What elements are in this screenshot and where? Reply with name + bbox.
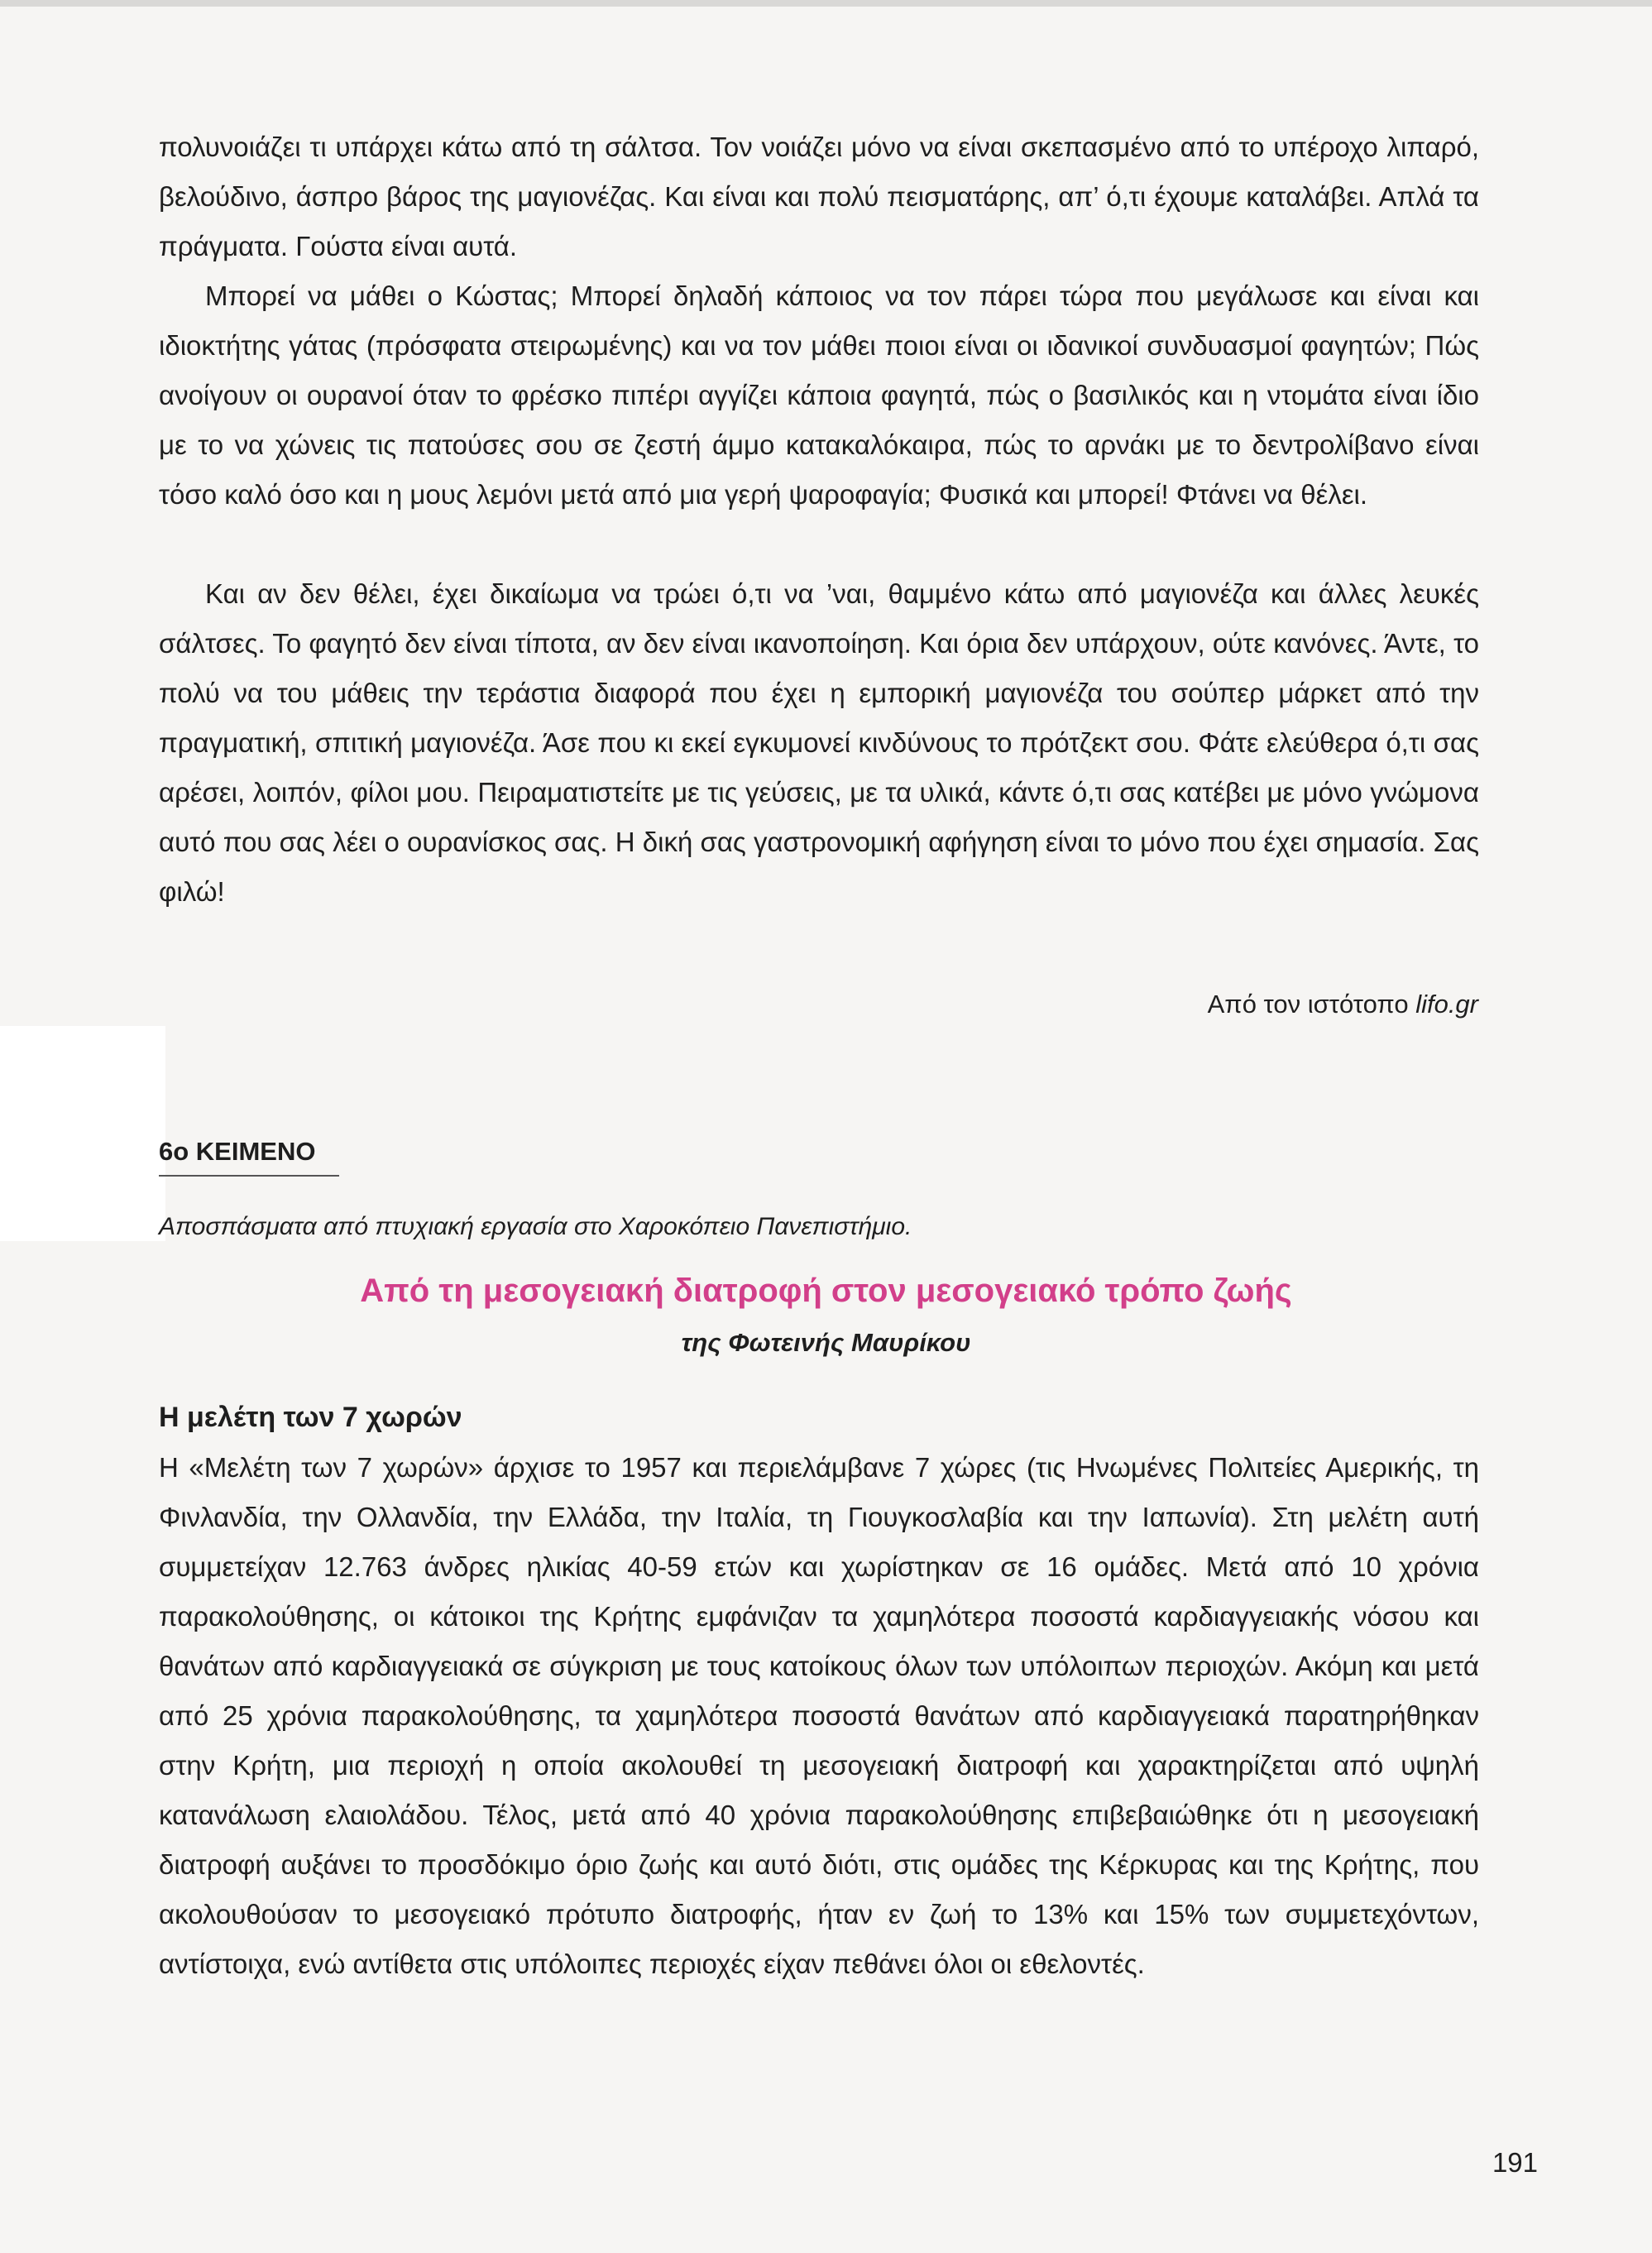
paragraph-2: Μπορεί να μάθει ο Κώστας; Μπορεί δηλαδή κάποιος να τον πάρει τώρα που μεγάλωσε και είναι και ιδιοκτήτης γάτας (πρόσφατα στειρωμένης) και να τον μάθει ποιοι είναι οι ιδανικοί συνδυασμοί φαγητών; Πώς ανοίγουν οι ουρανοί όταν το φρέσκο πιπέρι αγγίζει κάποια φαγητά, πώς ο βασιλικός και η ντομάτα είναι ίδιο με το να χώνεις τις πατούσες σου σε ζεστή άμμο κατακαλόκαιρα, πώς το αρνάκι με το δεντρολίβανο είναι τόσο καλό όσο και η μους λεμόνι μετά από μια γερή ψαροφαγία; Φυσικά και μπορεί! Φτάνει να θέλει.: [159, 280, 1479, 510]
article-author: της Φωτεινής Μαυρίκου: [681, 1328, 971, 1357]
paragraph-1: πολυνοιάζει τι υπάρχει κάτω από τη σάλτσα. Τον νοιάζει μόνο να είναι σκεπασμένο από το υπέροχο λιπαρό, βελούδινο, άσπρο βάρος της μαγιονέζας. Και είναι και πολύ πεισματάρης, απ’ ό,τι έχουμε καταλάβει. Απλά τα πράγματα. Γούστα είναι αυτά.: [159, 132, 1479, 261]
page-top-edge: [0, 0, 1652, 7]
article-title: Από τη μεσογειακή διατροφή στον μεσογειακό τρόπο ζωής: [360, 1273, 1292, 1309]
paragraph-3: Και αν δεν θέλει, έχει δικαίωμα να τρώει ό,τι να ’ναι, θαμμένο κάτω από μαγιονέζα και άλλες λευκές σάλτσες. Το φαγητό δεν είναι τίποτα, αν δεν είναι ικανοποίηση. Και όρια δεν υπάρχουν, ούτε κανόνες. Άντε, το πολύ να του μάθεις την τεράστια διαφορά που έχει η εμπορική μαγιονέζα του σούπερ μάρκετ από την πραγματική, σπιτική μαγιονέζα. Άσε που κι εκεί εγκυμονεί κινδύνους το πρότζεκτ σου. Φάτε ελεύθερα ό,τι σας αρέσει, λοιπόν, φίλοι μου. Πειραματιστείτε με τις γεύσεις, με τα υλικά, κάντε ό,τι σας κατέβει με μόνο γνώμονα αυτό που σας λέει ο ουρανίσκος σας. Η δική σας γαστρονομική αφήγηση είναι το μόνο που έχει σημασία. Σας φιλώ!: [159, 578, 1479, 907]
subheading: Η μελέτη των 7 χωρών: [159, 1402, 462, 1433]
excerpt-note: Αποσπάσματα από πτυχιακή εργασία στο Χαροκόπειο Πανεπιστήμιο.: [159, 1213, 912, 1240]
source-site: lifo.gr: [1415, 990, 1478, 1019]
section-label: 6ο ΚΕΙΜΕΝΟ: [159, 1137, 316, 1166]
section-label-underline: [159, 1175, 339, 1177]
page-number: 191: [1492, 2147, 1538, 2178]
source-prefix: Από τον ιστότοπο: [1207, 990, 1416, 1019]
blank-margin-strip: [0, 1026, 165, 1241]
source-citation: [1208, 985, 1478, 1024]
article-body: Η «Μελέτη των 7 χωρών» άρχισε το 1957 και περιελάμβανε 7 χώρες (τις Ηνωμένες Πολιτείες Αμερικής, τη Φινλανδία, την Ολλανδία, την Ελλάδα, την Ιταλία, τη Γιουγκοσλαβία και την Ιαπωνία). Στη μελέτη αυτή συμμετείχαν 12.763 άνδρες ηλικίας 40-59 ετών και χωρίστηκαν σε 16 ομάδες. Μετά από 10 χρόνια παρακολούθησης, οι κάτοικοι της Κρήτης εμφάνιζαν τα χαμηλότερα ποσοστά καρδιαγγειακής νόσου και θανάτων από καρδιαγγειακά σε σύγκριση με τους κατοίκους όλων των υπόλοιπων περιοχών. Ακόμη και μετά από 25 χρόνια παρακολούθησης, τα χαμηλότερα ποσοστά θανάτων από καρδιαγγειακά παρατηρήθηκαν στην Κρήτη, μια περιοχή η οποία ακολουθεί τη μεσογειακή διατροφή και χαρακτηρίζεται από υψηλή κατανάλωση ελαιολάδου. Τέλος, μετά από 40 χρόνια παρακολούθησης επιβεβαιώθηκε ότι η μεσογειακή διατροφή αυξάνει το προσδόκιμο όριο ζωής και αυτό διότι, στις ομάδες της Κέρκυρας και της Κρήτης, που ακολουθούσαν το μεσογειακό πρότυπο διατροφής, ήταν εν ζωή το 13% και 15% των συμμετεχόντων, αντίστοιχα, ενώ αντίθετα στις υπόλοιπες περιοχές είχαν πεθάνει όλοι οι εθελοντές.: [159, 1452, 1479, 1979]
